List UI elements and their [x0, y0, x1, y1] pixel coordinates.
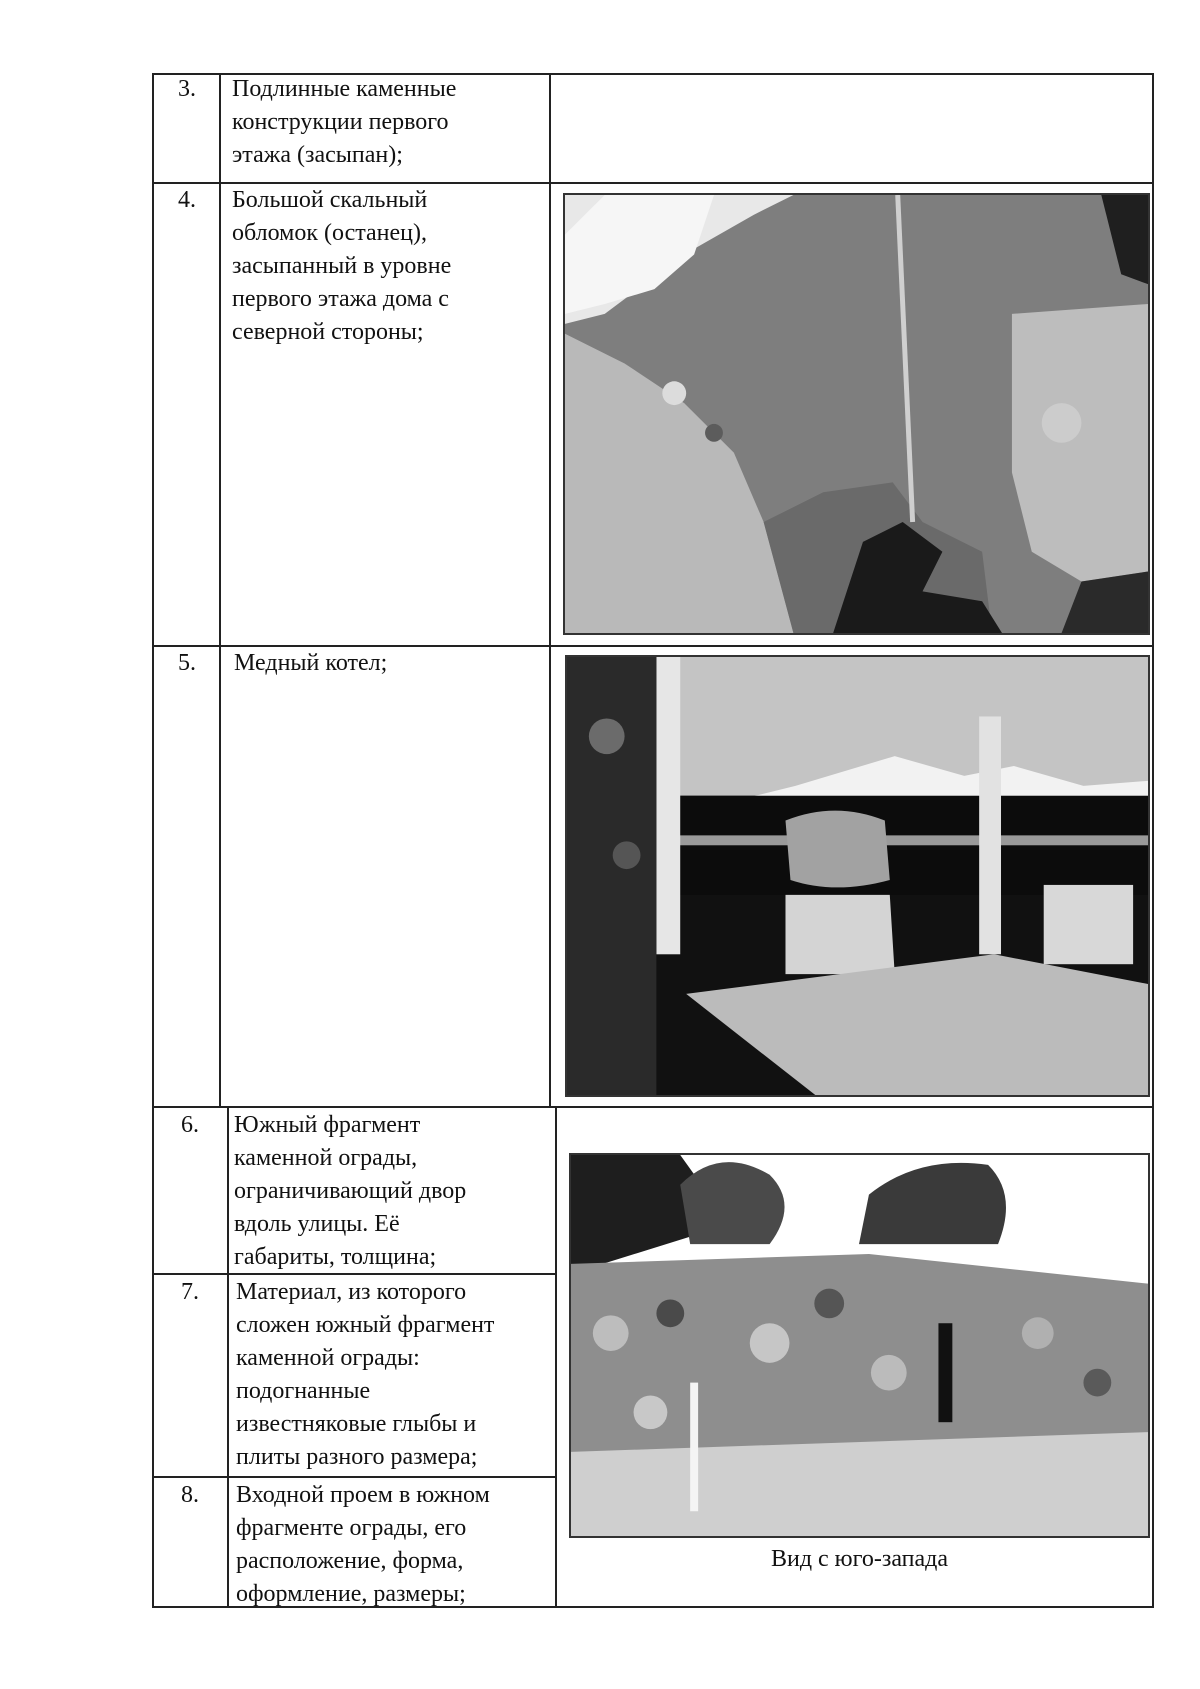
row-text: Подлинные каменные конструкции первого этажа (засыпан);	[232, 76, 457, 168]
column-divider	[219, 73, 221, 1106]
row-number: 4.	[178, 187, 196, 213]
stone-wall-photo	[569, 1153, 1150, 1538]
row-text: Материал, из которого сложен южный фрагмент каменной ограды: подогнанные известняковые глыбы и плиты разного размера;	[236, 1279, 495, 1470]
row-number: 8.	[181, 1482, 199, 1508]
table-border-left	[152, 73, 154, 1608]
photo-caption: Вид с юго-запада	[770, 1546, 949, 1572]
row-number: 3.	[178, 76, 196, 102]
column-divider	[555, 1106, 557, 1608]
row-number: 5.	[178, 650, 196, 676]
row-divider	[152, 1476, 557, 1478]
row-number: 7.	[181, 1279, 199, 1305]
row-text: Медный котел;	[234, 650, 388, 676]
table-border-right	[1152, 73, 1154, 1608]
monument-features-table	[152, 73, 1154, 1608]
row-text: Большой скальный обломок (останец), засыпанный в уровне первого этажа дома с северной стороны;	[232, 187, 452, 345]
column-divider	[549, 73, 551, 1106]
cauldron-photo	[565, 655, 1150, 1097]
row-text: Южный фрагмент каменной ограды, ограничивающий двор вдоль улицы. Её габариты, толщина;	[234, 1112, 467, 1270]
row-text: Входной проем в южном фрагменте ограды, его расположение, форма, оформление, размеры;	[236, 1482, 490, 1607]
row-divider	[152, 1106, 1154, 1108]
column-divider	[227, 1106, 229, 1608]
rock-photo	[563, 193, 1150, 635]
row-number: 6.	[181, 1112, 199, 1138]
